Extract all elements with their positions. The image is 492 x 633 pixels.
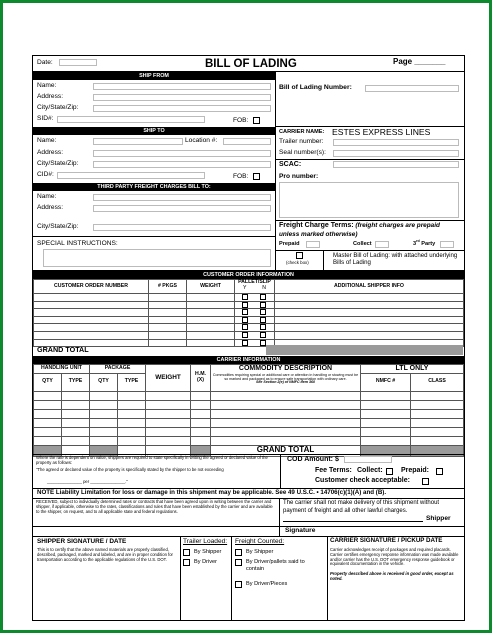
pallet-n-checkbox[interactable] — [260, 332, 266, 338]
ci-row — [34, 400, 464, 409]
co-cell[interactable] — [34, 294, 149, 302]
date-field[interactable] — [59, 59, 97, 66]
co-cell[interactable] — [275, 316, 464, 324]
declared-value-per: _______________ per _______________." — [47, 479, 128, 484]
co-cell[interactable] — [187, 339, 235, 347]
ci-cell[interactable] — [361, 409, 411, 418]
co-col-pkgs: # PKGS — [149, 280, 187, 294]
no-delivery-text: The carrier shall not make delivery of this shipment without payment of freight and all other lawful charges. — [283, 500, 440, 514]
ship-from-sid-label: SID#: — [37, 115, 54, 122]
co-cell[interactable] — [275, 324, 464, 332]
ci-cell[interactable] — [146, 436, 191, 445]
ship-to-fob-checkbox[interactable] — [253, 173, 260, 180]
carrier-info-table — [33, 364, 464, 457]
co-col-order: CUSTOMER ORDER NUMBER — [34, 280, 149, 294]
ci-cell[interactable] — [411, 409, 464, 418]
ci-cell[interactable] — [62, 427, 90, 436]
ci-cell[interactable] — [211, 409, 361, 418]
shipper-signature-text: This is to certify that the above named materials are properly classified, described, packaged, marked and labeled, and are in proper condition for transportation according to the applicable regulations of the U.S. DOT. — [37, 547, 173, 562]
co-cell[interactable] — [34, 324, 149, 332]
ci-cell[interactable] — [62, 391, 90, 400]
pallet-n-checkbox[interactable] — [260, 294, 266, 300]
third-party-name-label: Name: — [37, 193, 57, 200]
ci-cell[interactable] — [411, 418, 464, 427]
ci-cell[interactable] — [361, 391, 411, 400]
co-cell[interactable] — [149, 294, 187, 302]
carrier-signature-italic: Property described above is received in good order, except as noted. — [330, 571, 454, 581]
co-row — [34, 324, 464, 332]
pallet-y-checkbox[interactable] — [242, 309, 248, 315]
co-cell[interactable] — [187, 331, 235, 339]
ci-cell[interactable] — [361, 418, 411, 427]
co-cell[interactable] — [187, 294, 235, 302]
co-cell[interactable] — [149, 316, 187, 324]
co-cell[interactable] — [149, 324, 187, 332]
pallet-n: N — [262, 284, 267, 291]
ci-row — [34, 436, 464, 445]
ci-nmfc: NMFC # — [361, 373, 411, 391]
ci-commodity-see: See Section 2(e) of NMFC Item 360 — [256, 380, 315, 385]
co-col-pallet-label: PALLET/SLIP — [238, 279, 271, 285]
co-cell[interactable] — [149, 309, 187, 317]
ci-cell[interactable] — [211, 427, 361, 436]
co-cell[interactable] — [235, 309, 275, 317]
ship-from-address-field[interactable] — [93, 94, 271, 101]
ci-cell[interactable] — [361, 400, 411, 409]
ci-pkg-qty: QTY — [90, 373, 118, 391]
bol-number-field[interactable] — [365, 85, 459, 92]
scac-label: SCAC: — [279, 161, 302, 168]
ci-cell[interactable] — [34, 409, 62, 418]
co-cell[interactable] — [187, 301, 235, 309]
ci-handling-unit: HANDLING UNIT — [34, 365, 90, 374]
co-cell[interactable] — [275, 331, 464, 339]
pallet-y-checkbox[interactable] — [242, 324, 248, 330]
co-cell[interactable] — [34, 309, 149, 317]
ci-cell[interactable] — [146, 418, 191, 427]
co-cell[interactable] — [34, 331, 149, 339]
liability-note: NOTE Liability Limitation for loss or damage in this shipment may be applicable. See 49 U.S.C. • 14706(c)(1)(A) and (B). — [37, 489, 387, 496]
cod-amount-field[interactable] — [344, 456, 392, 463]
ci-hm-x: (X) — [197, 376, 204, 383]
shipper-signature-title: SHIPPER SIGNATURE / DATE — [37, 538, 127, 545]
ship-to-address-field[interactable] — [93, 150, 271, 157]
ci-cell[interactable] — [34, 436, 62, 445]
ship-from-fob-label: FOB: — [233, 117, 249, 124]
co-cell[interactable] — [149, 331, 187, 339]
ci-cell[interactable] — [118, 409, 146, 418]
ship-from-fob-checkbox[interactable] — [253, 117, 260, 124]
pallet-y: Y — [242, 284, 247, 291]
ci-package: PACKAGE — [90, 365, 146, 374]
received-text: RECEIVED, subject to individually determined rates or contracts that have been agreed upon in writing between the carrier and shipper, if applicable, otherwise to the rates, classifications and rules that have been established by the carrier and are available to the shipper, on request, and to all applicable state and federal regulations. — [36, 499, 273, 514]
collect-label: Collect — [353, 241, 372, 247]
pallet-y-checkbox[interactable] — [242, 332, 248, 338]
check-acceptable-checkbox[interactable] — [422, 478, 429, 485]
ci-commodity — [211, 365, 361, 392]
pallet-n-checkbox[interactable] — [260, 302, 266, 308]
carrier-signature-title: CARRIER SIGNATURE / PICKUP DATE — [330, 537, 443, 544]
co-cell[interactable] — [235, 294, 275, 302]
co-cell[interactable] — [187, 324, 235, 332]
trailer-loaded-shipper-checkbox[interactable] — [183, 549, 190, 556]
ship-to-cid-field[interactable] — [57, 172, 205, 179]
ci-cell[interactable] — [191, 409, 211, 418]
ship-from-city-label: City/State/Zip: — [37, 104, 79, 111]
co-cell[interactable] — [187, 316, 235, 324]
fee-terms-label: Fee Terms: — [315, 467, 352, 474]
third-party-terms-label — [413, 240, 435, 247]
master-bol-text: Master Bill of Lading: with attached underlying Bills of Lading — [333, 252, 458, 267]
fee-prepaid-checkbox[interactable] — [436, 468, 443, 475]
ci-cell[interactable] — [361, 436, 411, 445]
page-frame — [3, 3, 489, 630]
ci-cell[interactable] — [118, 418, 146, 427]
customer-order-bar: CUSTOMER ORDER INFORMATION — [33, 271, 464, 279]
freight-counted-pieces-checkbox[interactable] — [235, 581, 242, 588]
ci-cell[interactable] — [34, 418, 62, 427]
third-party-address-field[interactable] — [93, 205, 271, 212]
ci-cell[interactable] — [411, 391, 464, 400]
co-row — [34, 294, 464, 302]
bill-of-lading-form — [32, 55, 465, 621]
ci-cell[interactable] — [118, 391, 146, 400]
bol-number-label: Bill of Lading Number: — [279, 84, 352, 91]
co-row — [34, 316, 464, 324]
trailer-number-label: Trailer number: — [279, 138, 324, 145]
shipper-line-label: Shipper — [426, 515, 451, 522]
ci-cell[interactable] — [211, 400, 361, 409]
third-party-city-label: City/State/Zip: — [37, 223, 79, 230]
ship-to-city-label: City/State/Zip: — [37, 160, 79, 167]
co-cell[interactable] — [235, 316, 275, 324]
pallet-n-checkbox[interactable] — [260, 309, 266, 315]
co-row — [34, 301, 464, 309]
date-label: Date: — [37, 59, 53, 66]
co-cell[interactable] — [187, 309, 235, 317]
ship-from-city-field[interactable] — [93, 105, 271, 112]
pallet-n-checkbox[interactable] — [260, 317, 266, 323]
pallet-n-checkbox[interactable] — [260, 324, 266, 330]
prepaid-checkbox[interactable] — [306, 241, 320, 248]
ci-cell[interactable] — [411, 436, 464, 445]
ci-weight: WEIGHT — [146, 365, 191, 392]
ci-row — [34, 427, 464, 436]
co-row — [34, 309, 464, 317]
ci-cell[interactable] — [90, 391, 118, 400]
co-col-weight: WEIGHT — [187, 280, 235, 294]
ship-from-name-field[interactable] — [93, 83, 271, 90]
ci-cell[interactable] — [191, 427, 211, 436]
ci-cell[interactable] — [90, 400, 118, 409]
form-title: BILL OF LADING — [205, 58, 297, 70]
special-instructions-label: SPECIAL INSTRUCTIONS: — [37, 240, 118, 247]
ship-to-name-label: Name: — [37, 137, 57, 144]
ci-cell[interactable] — [34, 427, 62, 436]
ci-cell[interactable] — [90, 427, 118, 436]
ship-from-sid-field[interactable] — [57, 116, 205, 123]
ci-cell[interactable] — [118, 427, 146, 436]
ship-to-fob-label: FOB: — [233, 173, 249, 180]
scac-field[interactable] — [333, 161, 459, 168]
carrier-signature-text: Carrier acknowledges receipt of packages and required placards. Carrier certifies emergency response information was made available and/or carrier has the U.S. DOT emergency response guidebook or equivalent documentation in the vehicle. — [330, 547, 459, 567]
ci-cell[interactable] — [191, 436, 211, 445]
check-box-hint: (check box) — [286, 260, 309, 265]
co-cell[interactable] — [34, 301, 149, 309]
co-row — [34, 331, 464, 339]
ci-cell[interactable] — [62, 400, 90, 409]
co-cell[interactable] — [34, 316, 149, 324]
special-instructions-field[interactable] — [43, 249, 271, 267]
third-party-word: Party — [419, 240, 436, 247]
ship-from-name-label: Name: — [37, 82, 57, 89]
carrier-info-bar: CARRIER INFORMATION — [33, 356, 464, 364]
trailer-loaded-title: Trailer Loaded: — [183, 538, 228, 545]
ci-cell[interactable] — [146, 400, 191, 409]
ship-to-location-field[interactable] — [223, 138, 271, 145]
seal-number-label: Seal number(s): — [279, 149, 326, 156]
third-party-checkbox[interactable] — [440, 241, 454, 248]
ci-cell[interactable] — [90, 418, 118, 427]
declared-value-text1: Where the rate is dependent on value, shippers are required to state specifically in writing the agreed or declared value of the property as follows: — [36, 455, 268, 465]
ship-to-location-label: Location #: — [185, 137, 218, 144]
freight-counted-title: Freight Counted: — [235, 538, 285, 545]
ci-cell[interactable] — [118, 400, 146, 409]
ci-cell[interactable] — [146, 391, 191, 400]
ci-cell[interactable] — [191, 391, 211, 400]
co-cell[interactable] — [235, 331, 275, 339]
ci-hu-type: TYPE — [62, 373, 90, 391]
third-party-num: 3 — [413, 240, 417, 247]
third-party-sup: rd — [416, 239, 420, 243]
trailer-loaded-driver-label: By Driver — [194, 559, 217, 565]
pallet-y-checkbox[interactable] — [242, 294, 248, 300]
ship-from-address-label: Address: — [37, 93, 64, 100]
ci-cell[interactable] — [411, 427, 464, 436]
ci-cell[interactable] — [62, 436, 90, 445]
ci-row — [34, 418, 464, 427]
ci-cell[interactable] — [411, 400, 464, 409]
customer-order-table — [33, 279, 464, 347]
freight-counted-shipper-checkbox[interactable] — [235, 549, 242, 556]
co-cell[interactable] — [275, 309, 464, 317]
freight-terms-label: Freight Charge Terms: — [279, 222, 354, 229]
signature-label: Signature — [285, 527, 316, 534]
trailer-loaded-shipper-label: By Shipper — [194, 549, 222, 555]
ci-hm-label: H.M. — [195, 371, 206, 378]
third-party-address-label: Address: — [37, 204, 64, 211]
ci-cell[interactable] — [34, 391, 62, 400]
ci-cell[interactable] — [191, 400, 211, 409]
carrier-name-value: ESTES EXPRESS LINES — [332, 127, 431, 137]
freight-counted-pallets-checkbox[interactable] — [235, 559, 242, 566]
co-cell[interactable] — [275, 294, 464, 302]
pallet-y-checkbox[interactable] — [242, 340, 248, 346]
ci-cell[interactable] — [211, 436, 361, 445]
ci-cell[interactable] — [62, 418, 90, 427]
ci-cell[interactable] — [146, 427, 191, 436]
ship-to-name-field[interactable] — [93, 138, 183, 145]
ship-to-bar: SHIP TO — [33, 127, 275, 135]
pro-number-barcode-area[interactable] — [279, 182, 459, 218]
ci-cell[interactable] — [211, 391, 361, 400]
fee-collect-label: Collect: — [357, 467, 383, 474]
ship-to-address-label: Address: — [37, 149, 64, 156]
co-col-pallet — [235, 280, 275, 294]
ci-cell[interactable] — [211, 418, 361, 427]
co-grand-total: GRAND TOTAL — [37, 345, 89, 354]
ci-hm — [191, 365, 211, 392]
ci-cell[interactable] — [191, 418, 211, 427]
carrier-name-label: CARRIER NAME: — [279, 129, 325, 135]
third-party-bar: THIRD PARTY FREIGHT CHARGES BILL TO: — [33, 183, 275, 191]
master-bol-checkbox[interactable] — [296, 252, 303, 259]
ci-class: CLASS — [411, 373, 464, 391]
ship-from-bar: SHIP FROM — [33, 72, 275, 80]
freight-counted-shipper-label: By Shipper — [246, 549, 274, 555]
ci-row — [34, 409, 464, 418]
pallet-y-checkbox[interactable] — [242, 302, 248, 308]
fee-collect-checkbox[interactable] — [386, 468, 393, 475]
co-cell[interactable] — [235, 301, 275, 309]
page-label: Page _______ — [393, 57, 446, 66]
trailer-number-field[interactable] — [333, 139, 459, 146]
ship-to-city-field[interactable] — [93, 161, 271, 168]
declared-value-text2: "The agreed or declared value of the property is specifically stated by the shipper to be not exceeding — [36, 467, 224, 472]
fee-prepaid-label: Prepaid: — [401, 467, 430, 474]
pro-number-label: Pro number: — [279, 173, 319, 180]
freight-counted-pallets-label: By Driver/pallets said to contain — [246, 559, 305, 573]
ci-grand-total: GRAND TOTAL — [211, 445, 361, 456]
co-col-additional: ADDITIONAL SHIPPER INFO — [275, 280, 464, 294]
ci-cell[interactable] — [146, 409, 191, 418]
prepaid-label: Prepaid — [279, 241, 300, 247]
ci-ltl-only: LTL ONLY — [361, 365, 464, 374]
co-cell[interactable] — [149, 301, 187, 309]
ci-cell[interactable] — [90, 436, 118, 445]
ci-cell[interactable] — [361, 427, 411, 436]
check-acceptable-label: Customer check acceptable: — [315, 477, 410, 484]
ci-cell[interactable] — [90, 409, 118, 418]
third-party-name-field[interactable] — [93, 194, 271, 201]
ci-row — [34, 391, 464, 400]
co-cell[interactable] — [235, 324, 275, 332]
seal-number-field[interactable] — [333, 150, 459, 157]
freight-counted-pieces-label: By Driver/Pieces — [246, 581, 288, 587]
ci-commodity-label: COMMODITY DESCRIPTION — [238, 365, 333, 372]
co-cell[interactable] — [149, 339, 187, 347]
freight-terms-note: (freight charges are prepaid unless marked otherwise) — [279, 222, 440, 238]
ci-cell[interactable] — [62, 409, 90, 418]
ci-cell[interactable] — [34, 400, 62, 409]
trailer-loaded-driver-checkbox[interactable] — [183, 559, 190, 566]
ci-commodity-note: Commodities requiring special or additional care or attention in handling or stowing must be so marked and packaged as to ensure safe transportation with ordinary care. — [212, 372, 359, 381]
pallet-y-checkbox[interactable] — [242, 317, 248, 323]
cod-amount-label: COD Amount: $ — [287, 456, 339, 463]
ci-hu-qty: QTY — [34, 373, 62, 391]
ship-to-cid-label: CID#: — [37, 171, 54, 178]
collect-checkbox[interactable] — [375, 241, 389, 248]
ci-pkg-type: TYPE — [118, 373, 146, 391]
co-cell[interactable] — [275, 301, 464, 309]
third-party-city-field[interactable] — [93, 224, 271, 231]
ci-cell[interactable] — [118, 436, 146, 445]
